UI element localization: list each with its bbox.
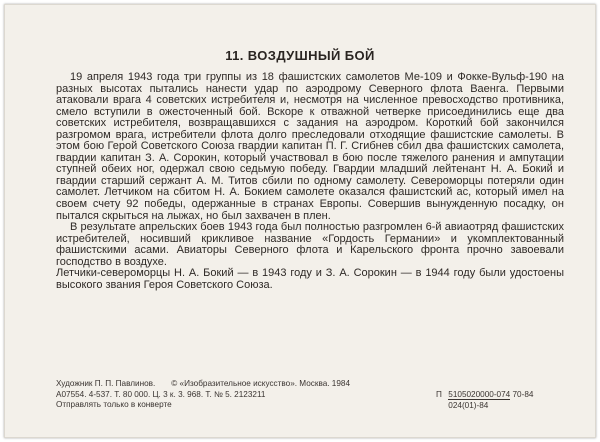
paragraph-2: В результате апрельских боев 1943 года был полностью разгромлен 6-й авиаотряд фашистских истребителей, носивший крикливое название «Гордость Германии» и укомплектованный фашистскими асами. Авиаторы Северного флота и Карельского фронта прочно завоевали господство в воздухе. — [56, 221, 564, 268]
page-title: 11. ВОЗДУШНЫЙ БОЙ — [225, 48, 375, 63]
artist-credit: Художник П. П. Павлинов. — [56, 379, 156, 388]
index-second: 024(01)-84 — [448, 400, 489, 410]
article-body — [56, 72, 564, 291]
index-second-row — [436, 401, 566, 412]
publisher-credit: © «Изобразительное искусство». Москва. 1984 — [171, 379, 351, 388]
index-code: 5105020000-074 — [448, 390, 511, 399]
imprint-left — [56, 379, 416, 411]
index-letter: П — [436, 390, 442, 399]
mailing-note: Отправлять только в конверте — [56, 400, 172, 409]
price-index — [436, 390, 566, 411]
paragraph-3: Летчики-североморцы Н. А. Бокий — в 1943 году и З. А. Сорокин — в 1944 году были удостоены высокого звания Героя Советского Союза. — [56, 267, 564, 291]
paragraph-1: 19 апреля 1943 года три группы из 18 фашистских самолетов Ме-109 и Фокке-Вульф-190 на разных высотах пытались нанести удар по аэродрому Северного флота Ваенга. Первыми атаковали врага 4 советских истребителя и, несмотря на численное превосходство противника, смело вступили в ожесточенный бой. Вскоре к отважной четверке присоединились еще два советских истребителя, возвращавшихся с задания на аэродром. Короткий бой закончился разгромом врага, истребители флота долго преследовали отходящие фашистские самолеты. В этом бою Герой Советского Союза гвардии капитан П. Г. Сгибнев сбил два фашистских самолета, гвардии капитан З. А. Сорокин, который участвовал в бою после тяжелого ранения и ампутации ступней обеих ног, одержал свою седьмую победу. Гвардии младший лейтенант Н. А. Бокий и гвардии старший сержант А. М. Титов сбили по одному самолету. Североморцы потеряли один самолет. Летчиком на сбитом Н. А. Бокием самолете оказался фашистский ас, который имел на своем счету 92 победы, одержанные в странах Европы. Совершив вынужденную посадку, он пытался скрыться на лыжах, но был захвачен в плен. — [56, 71, 564, 222]
postcard-back — [4, 4, 596, 438]
print-details: А07554. 4-537. Т. 80 000. Ц. 3 к. 3. 968. Т. № 5. 2123211 — [56, 389, 266, 399]
index-code-row — [436, 390, 566, 401]
index-suffix: 70-84 — [512, 390, 534, 399]
imprint-line-1 — [56, 379, 416, 390]
